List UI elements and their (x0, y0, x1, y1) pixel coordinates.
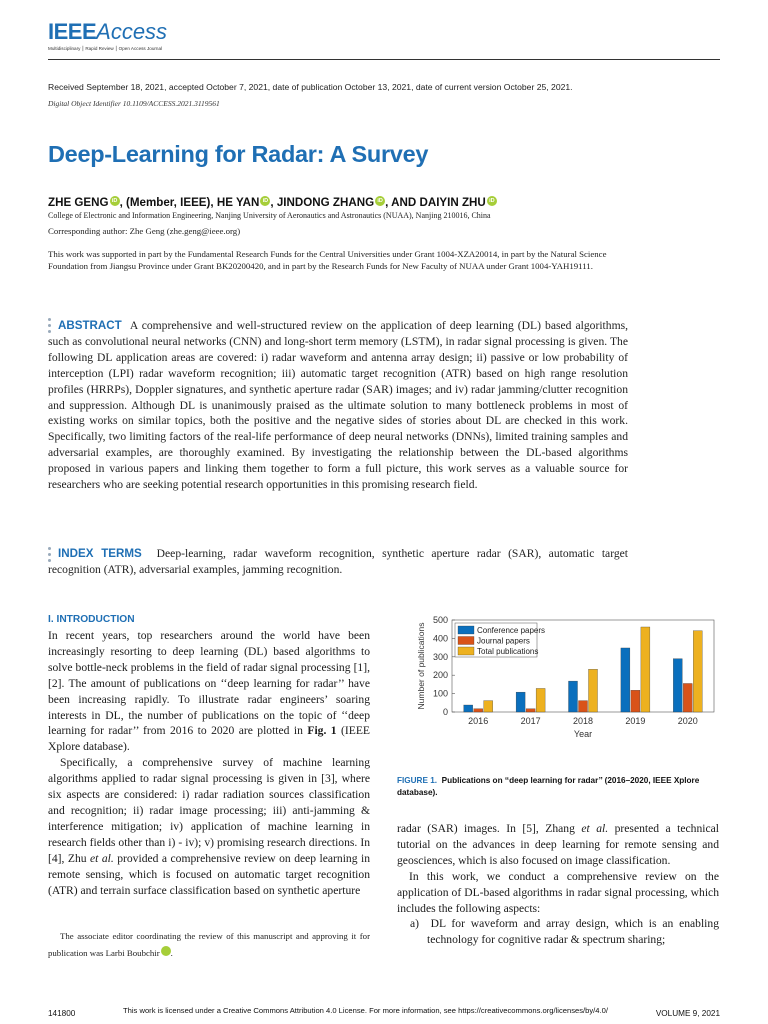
legend-label: Total publications (477, 647, 539, 656)
y-tick-label: 300 (432, 651, 448, 662)
paragraph-text: provided a comprehensive review on deep learning in remote sensing, which is focused on automatic target recognition (ATR) and terrain surface classification based on synthetic aperture (48, 851, 370, 897)
x-tick-label: 2018 (572, 716, 594, 726)
abstract (48, 318, 628, 493)
footnote-end: . (170, 948, 173, 958)
x-tick-label: 2020 (677, 716, 698, 726)
footnote (48, 928, 370, 962)
bar (621, 648, 630, 712)
license-note: This work is licensed under a Creative Commons Attribution 4.0 License. For more information, see https://creativecommons.org/licenses/by/4.0/ (123, 1006, 608, 1015)
legend-swatch (458, 637, 474, 645)
x-axis-label: Year (573, 729, 593, 739)
bar-chart (412, 612, 720, 772)
bar (641, 627, 650, 712)
bar (526, 709, 535, 712)
legend-label: Journal papers (477, 636, 530, 646)
legend-label: Conference papers (477, 626, 546, 635)
bar (536, 688, 545, 712)
journal-logo (48, 20, 167, 44)
bar (683, 683, 692, 712)
paragraph-text: presented a technical tutorial on the advances in deep learning for remote sensing and geosciences, which is also focused on image classification. (397, 822, 719, 867)
logo-access: Access (96, 19, 168, 44)
page-number: 141800 (48, 1009, 76, 1018)
orcid-icon[interactable]: iD (487, 196, 497, 206)
bar (579, 701, 588, 712)
bar (484, 701, 493, 712)
bar (516, 692, 525, 712)
figure-caption-text: Publications on ‘‘deep learning for radar’’ (2016–2020, IEEE Xplore database). (397, 776, 700, 797)
legend-swatch (458, 626, 474, 634)
y-axis-label: Number of publications (416, 622, 426, 710)
author-list (48, 196, 497, 209)
orcid-icon[interactable]: iD (375, 196, 385, 206)
paragraph-text: Specifically, a comprehensive survey of machine learning algorithms applied to radar signal processing is given in [3], where six aspects are considered: i) radar radiation sources classification and recognition; ii) radar image processing; iii) anti-jamming & interference mitigation; iv) application of machine learning in research fields other than i) - iv); v) promising research directions. In [4], Zhu (48, 756, 370, 865)
figure-chart (412, 612, 720, 772)
list-item: a) DL for waveform and array design, which is an enabling technology for cognitive radar & spectrum sharing; (410, 917, 719, 947)
section-heading: I. INTRODUCTION (48, 614, 135, 625)
bar (693, 631, 702, 712)
author-name: , AND DAIYIN ZHU (385, 196, 486, 209)
received-dates: Received September 18, 2021, accepted October 7, 2021, date of publication October 13, 2021, date of current version October 25, 2021. (48, 82, 573, 92)
author-name: ZHE GENG (48, 196, 109, 209)
bar (673, 659, 682, 712)
figure-ref[interactable]: Fig. 1 (307, 724, 337, 738)
bar (569, 681, 578, 712)
logo-ieee: IEEE (48, 19, 97, 44)
doi: Digital Object Identifier 10.1109/ACCESS.2021.3119561 (48, 99, 220, 108)
bar (589, 669, 598, 712)
index-terms (48, 546, 628, 578)
y-tick-label: 100 (432, 688, 448, 699)
legend-swatch (458, 647, 474, 655)
paragraph (397, 821, 719, 869)
x-tick-label: 2019 (625, 716, 646, 726)
bar (631, 690, 640, 712)
left-column (48, 628, 370, 898)
paragraph: In this work, we conduct a comprehensive review on the application of DL-based algorithms in radar signal processing, which includes the following aspects: (397, 869, 719, 915)
x-tick-label: 2017 (520, 716, 541, 726)
paragraph (48, 755, 370, 898)
affiliation: College of Electronic and Information Engineering, Nanjing University of Aeronautics and Astronautics (NUAA), Nanjing 210016, China (48, 211, 491, 220)
funding-note: This work was supported in part by the Fundamental Research Funds for the Central Universities under Grant 1004-XZA20014, in part by the Natural Science Foundation from Jiangsu Province under Grant BK20200420, and in part by the Research Funds for New Faculty of NUAA under Grant 1004-YAH19111. (48, 249, 607, 272)
index-terms-heading: INDEX TERMS (58, 547, 142, 560)
orcid-icon[interactable]: iD (110, 196, 120, 206)
journal-tagline: Multidisciplinary ⎮ Rapid Review ⎮ Open Access Journal (48, 46, 163, 51)
corresponding-author: Corresponding author: Zhe Geng (zhe.geng@ieee.org) (48, 226, 241, 236)
footnote-text: The associate editor coordinating the review of this manuscript and approving it for publication was Larbi Boubchir (48, 931, 370, 958)
orcid-icon[interactable]: iD (161, 946, 171, 956)
paper-title: Deep-Learning for Radar: A Survey (48, 141, 429, 167)
orcid-icon[interactable]: iD (260, 196, 270, 206)
et-al: et al. (581, 822, 609, 835)
x-tick-label: 2016 (468, 716, 489, 726)
abstract-text: A comprehensive and well-structured review on the application of deep learning (DL) based algorithms, such as convolutional neural networks (CNN) and long-short term memory (LSTM), in radar signal processing is given. The following DL application areas are covered: i) radar waveform and antenna array design; ii) passive or low probability of interception (LPI) radar waveform recognition; iii) automatic target recognition (ATR) based on high range resolution profiles (HRRPs), Doppler signatures, and synthetic aperture radar (SAR) images; and iv) radar jamming/clutter recognition and suppression. Although DL is unanimously praised as the ultimate solution to many bottleneck problems in most of existing works on similar topics, both the positive and the negative sides of stories about DL are checked in this work. Specifically, two limiting factors of the real-life performance of deep neural networks (DNNs), limited training samples and adversarial examples, are thoroughly examined. By investigating the relationship between the DL-based algorithms proposed in various papers and linking them together to form a full picture, this work serves as a valuable source for researchers who are seeking potential research opportunities in this promising research field. (48, 319, 628, 492)
bar (464, 705, 473, 712)
et-al: et al. (90, 851, 114, 865)
abstract-heading: ABSTRACT (58, 319, 122, 332)
figure-caption (397, 775, 719, 799)
paragraph-text: In recent years, top researchers around the world have been increasingly resorting to deep learning (DL) based algorithms to solve bottle-neck problems in the field of radar signal processing [1], [2]. The amount of publications on ‘‘deep learning for radar’’ have been increasing rapidly. To illustrate radar engineers’ soaring interests in DL, the number of publications on the topic of ‘‘deep learning for radar’’ from 2016 to 2020 are plotted in (48, 629, 370, 738)
y-tick-label: 500 (432, 615, 448, 625)
author-name: , JINDONG ZHANG (270, 196, 375, 209)
bar (474, 709, 483, 712)
paragraph-text: radar (SAR) images. In [5], Zhang (397, 822, 582, 835)
paragraph-text: (IEEE Xplore database). (48, 724, 370, 754)
index-terms-text: Deep-learning, radar waveform recognition, synthetic aperture radar (SAR), automatic target recognition (ATR), adversarial examples, jamming recognition. (48, 547, 629, 576)
y-tick-label: 200 (432, 670, 448, 681)
paragraph (48, 628, 370, 755)
figure-label: FIGURE 1. (397, 776, 438, 785)
right-column (397, 821, 719, 948)
volume-label: VOLUME 9, 2021 (655, 1009, 720, 1018)
author-name: , (Member, IEEE), HE YAN (119, 196, 260, 209)
y-tick-label: 0 (442, 707, 448, 717)
header-rule (48, 59, 720, 60)
y-tick-label: 400 (432, 633, 448, 644)
